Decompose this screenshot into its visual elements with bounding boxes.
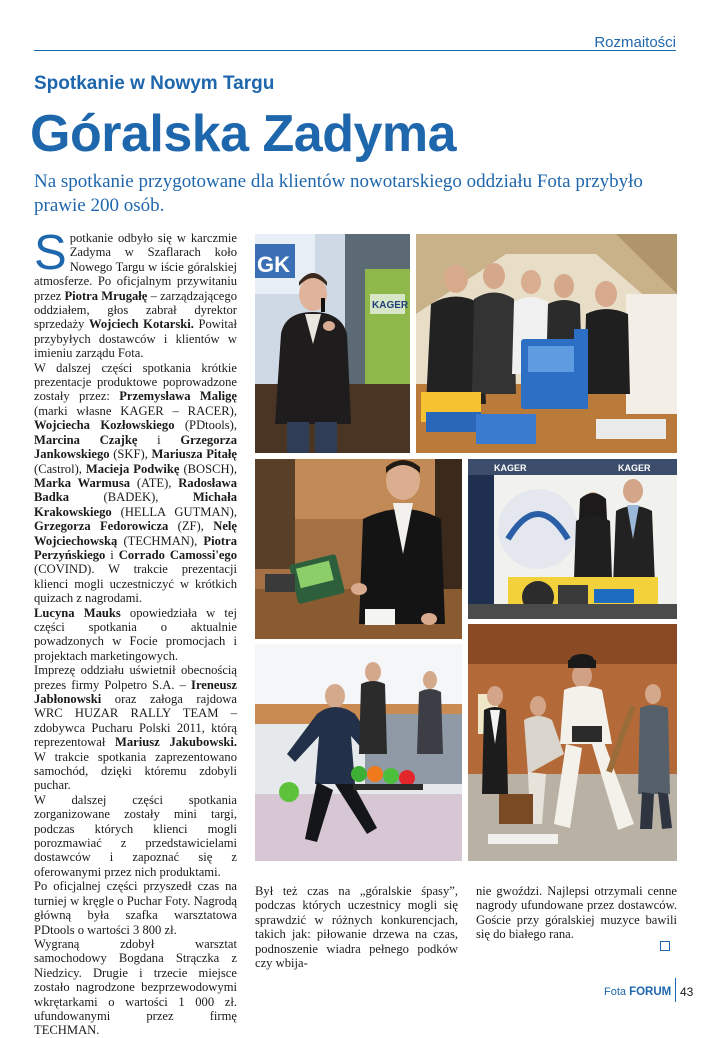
paragraph-4: Imprezę oddziału uświetnił obecnością prezes firmy Polpetro S.A. – Ireneusz Jabłonowski oraz załoga rajdowa WRC HUZAR RALLY TEAM – zdobywca Pucharu Polski 2011, którą reprezentował Mariusz Jakubowski. W trakcie spotkania zaprezentowano samochód, dzięki któremu zdobyli puchar. [34,663,237,793]
photo-text-gkr: GK [257,252,290,277]
photo-text-kager: KAGER [372,300,409,311]
article-title: Góralska Zadyma [30,105,457,163]
drop-cap: S [34,226,67,280]
bold-name: Wojciecha Kozłowskiego [34,418,175,433]
bold-name: Marka Warmusa [34,475,131,490]
bold-name: Grzegorza Jankowskiego [34,432,237,462]
section-label: Rozmaitości [594,34,676,51]
bold-name: Michała Krakowskiego [34,490,237,519]
article-subtitle: Spotkanie w Nowym Targu [34,73,275,94]
article-end-mark [660,941,670,951]
paragraph-7: Wygraną zdobył warsztat samochodowy Bogdana Strączka z Niedzicy. Drugie i trzecie miejsce zostało nagrodzone bezprzewodowymi wkrętarkami o wartości 1 000 zł. ufundowanymi przez firmę TECHMAN. [34,936,237,1038]
bold-name: Corrado Camossi'ego [118,547,238,562]
paragraph-2: W dalszej części spotkania krótkie prezentacje produktowe poprowadzone zostały przez: Przemysława Maligę (marki własne KAGER – RACER), Wojciecha Kozłowskiego (PDtools), Marcina Czajkę i Grzegorza Jankowskiego (SKF), Mariusza Pitałę (Castrol), Macieja Podwikę (BOSCH), Marka Warmusa (ATE), Radosława Badka (BADEK), Michała Krakowskiego (HELLA GUTMAN), Grzegorza Fedorowicza (ZF), Nelę Wojciechowską (TECHMAN), Piotra Perzyńskiego i Corrado Camossi'ego (COVIND). W trakcie prezentacji klienci mogli uczestniczyć w krótkich quizach z nagrodami. [34,360,238,606]
bold-name: Piotra Mrugałę [64,288,148,303]
photo-bowling [255,644,462,861]
photo-highlander-game [468,624,677,861]
bold-name: Przemysława Maligę [119,389,237,404]
section-rule [34,50,676,51]
bold-name: Marcina Czajkę [34,432,138,447]
photo-text-kager-banner-2: KAGER [618,463,651,473]
photo-presenter-table [255,459,462,639]
paragraph-5: W dalszej części spotkania zorganizowane zostały mini targi, podczas których klienci mogli porozmawiać z przedstawicielami dostawców i zapoznać się z oferowanymi przez nich produktami. [34,792,237,879]
footer-brand [604,986,671,998]
paragraph-1: Spotkanie odbyło się w karczmie Zadyma w Szaflarach koło Nowego Targu w iście góralskiej atmosferze. Po oficjalnym przywitaniu przez Piotra Mrugałę – zarządzającego oddziałem, głos zabrał dyrektor sprzedaży Wojciech Kotarski. Powitał przybyłych dostawców i klientów w imieniu zarządu Fota. [34,226,237,361]
bold-name: Macieja Podwikę [85,461,180,476]
photo-speaker [255,234,410,453]
bold-name: Radosława Badka [34,475,237,505]
bold-name: Wojciech Kotarski. [88,317,194,332]
article-column-3: nie gwoździ. Najlepsi otrzymali cenne nagrody ufundowane przez dostawców. Goście przy góralskiej muzyce bawili się do białego rana. [476,884,677,942]
paragraph-3: Lucyna Mauks opowiedziała w tej części spotkania o aktualnie powadzonych w Focie promocjach i projektach marketingowych. [34,605,237,663]
article-column-2: Był też czas na „góralskie śpasy”, podczas których uczestnicy mogli się sprawdzić w różnych konkurencjach, takich jak: piłowanie drzewa na czas, podnoszenie wiadra pełnego podków czy wbija- [255,884,458,971]
bold-name: Grzegorza Fedorowicza [34,519,169,534]
photo-text-kager-banner: KAGER [494,463,527,473]
paragraph-6: Po oficjalnej części przyszedł czas na turniej w kręgle o Puchar Foty. Nagrodą główną była szafka warsztatowa PDtools o wartości 3 800 zł. [34,879,237,937]
bold-name: Ireneusz Jabłonowski [34,677,237,706]
footer-brand-forum: FORUM [629,986,672,998]
article-lead: Na spotkanie przygotowane dla klientów nowotarskiego oddziału Fota przybyło prawie 200 osób. [34,171,643,216]
bold-name: Lucyna Mauks [34,605,121,620]
bold-name: Mariusza Pitałę [151,447,238,462]
photo-trade-stand [416,234,677,453]
photo-kager-stand [468,459,677,619]
footer-separator [675,978,676,1002]
footer-brand-name: Fota [604,986,627,998]
bold-name: Nelę Wojciechowską [34,519,237,548]
bold-name: Mariusz Jakubowski. [115,735,237,750]
page-number: 43 [680,985,694,999]
article-column-1 [34,226,238,1038]
bold-name: Piotra Perzyńskiego [34,533,237,562]
